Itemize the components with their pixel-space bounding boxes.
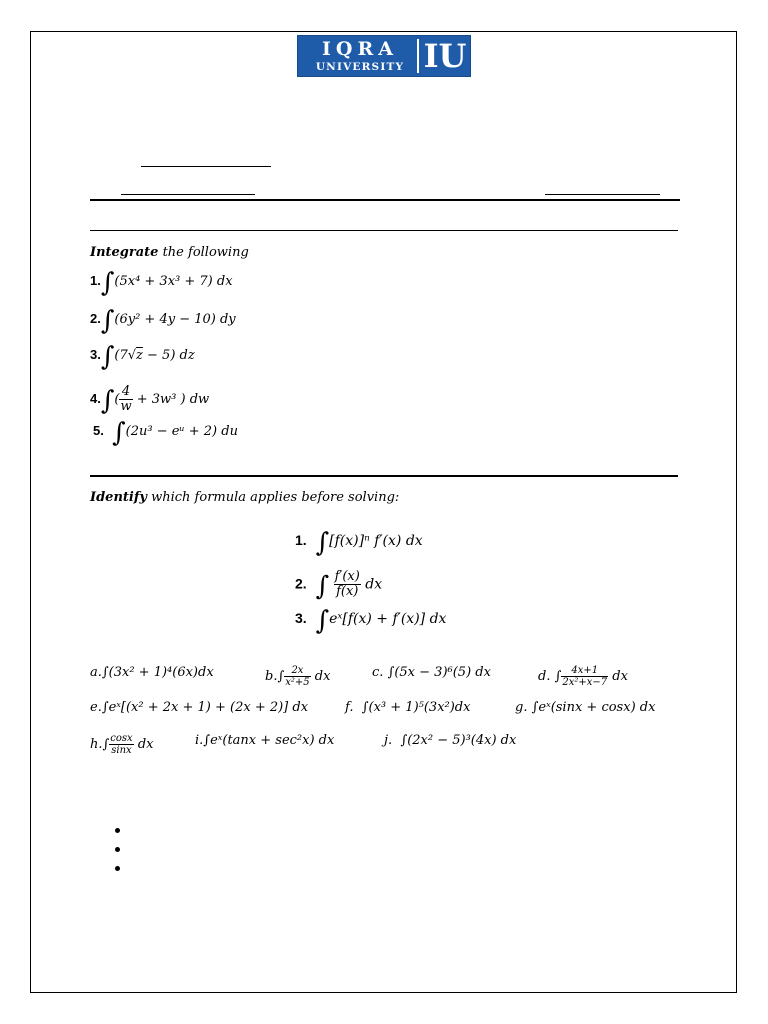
integral-sign: ∫ [100,306,115,336]
formula-expression: eˣ[f(x) + f′(x)] dx [329,611,447,627]
problem-number: 4. [90,391,101,406]
integral-sign: ∫ [100,342,115,372]
problem-expression-rest: + 3w³ ) dw [132,392,210,407]
problem-3 [90,342,195,372]
option-g [515,700,655,716]
integral-sign: ∫ [315,606,330,636]
section1-heading-rest: the following [158,245,249,260]
option-label: j. [384,733,393,748]
problem-4 [90,385,209,414]
problem-expression: (6y² + 4y − 10) dy [114,312,236,327]
option-label: h. [90,737,103,752]
fraction-denominator: 2x²+x−7 [562,677,608,688]
logo-mark: IU [423,37,467,75]
integral-sign: ∫ [554,669,562,684]
problem-2 [90,306,236,336]
integral-sign: ∫ [100,268,115,298]
fraction-numerator: f′(x) [334,569,360,584]
section2-heading [90,490,399,506]
option-label: d. [538,669,551,684]
problem-1 [90,268,233,298]
section2-heading-bold: Identify [90,490,147,505]
option-label: i. [195,733,204,748]
option-a [90,665,214,681]
bullet-point-3 [115,866,120,871]
fraction [109,733,133,756]
option-label: c. [372,665,384,680]
fraction-denominator: x²+5 [285,677,310,688]
formula-expression-rest: dx [365,576,383,593]
header-rule-top [90,199,680,201]
section1-heading-bold: Integrate [90,245,159,260]
blank-line-2 [121,194,255,195]
option-c [372,665,491,681]
option-label: g. [515,700,528,715]
logo-text-top: IQRA [322,38,398,60]
logo-divider [417,39,419,73]
formula-number: 1. [295,532,307,548]
fraction [334,570,361,599]
fraction-denominator: sinx [111,745,132,756]
page-border [30,31,737,993]
option-expression: ∫(x³ + 1)⁵(3x²)dx [361,700,471,715]
problem-expression-post: − 5) dz [142,348,195,363]
fraction [284,665,310,688]
option-label: a. [90,665,102,680]
open-paren: ( [114,392,120,407]
integral-sign: ∫ [315,571,330,602]
option-i [195,733,334,749]
option-expression-rest: dx [133,737,154,752]
option-expression: ∫eˣ[(x² + 2x + 1) + (2x + 2)] dx [101,700,309,715]
fraction-numerator: 2x [284,665,310,677]
header-rule-bottom [90,230,678,231]
option-expression: ∫eˣ(tanx + sec²x) dx [203,733,335,748]
problem-number: 3. [90,347,101,362]
radicand: z [136,348,143,363]
option-label: e. [90,700,102,715]
option-h [90,733,154,756]
problem-number: 2. [90,311,101,326]
option-expression: ∫(3x² + 1)⁴(6x)dx [101,665,214,680]
integral-sign: ∫ [277,669,285,684]
option-expression-rest: dx [310,669,331,684]
formula-2 [295,569,383,602]
option-expression: ∫(2x² − 5)³(4x) dx [400,733,517,748]
formula-expression: [f(x)]ⁿ f′(x) dx [329,533,423,549]
option-label: f. [345,700,354,715]
iqra-university-logo [297,35,471,77]
fraction [561,665,608,688]
option-label: b. [265,669,278,684]
integral-sign: ∫ [112,418,126,448]
section1-heading [90,245,249,261]
problem-5 [93,418,238,448]
option-e [90,700,308,716]
integral-sign: ∫ [315,528,330,558]
integral-sign: ∫ [100,386,115,416]
problem-expression: (2u³ − eᵘ + 2) du [125,424,238,439]
fraction-numerator: 4x+1 [561,665,608,677]
blank-line-1 [141,166,271,167]
bullet-point-2 [115,847,120,852]
logo-text-bottom: UNIVERSITY [315,61,405,73]
fraction-denominator: f(x) [336,584,359,599]
option-b [265,665,330,688]
fraction-numerator: 4 [119,385,132,400]
formula-3 [295,606,447,636]
problem-number: 1. [90,273,101,288]
option-expression-rest: dx [608,669,628,684]
integral-sign: ∫ [102,737,110,752]
option-expression: ∫eˣ(sinx + cosx) dx [531,700,656,715]
option-j [384,733,516,749]
blank-line-3 [545,194,660,195]
problem-number: 5. [93,423,104,438]
problem-expression: (5x⁴ + 3x³ + 7) dx [114,274,233,289]
formula-number: 2. [295,575,307,592]
fraction [119,385,132,414]
option-f [345,700,470,716]
formula-1 [295,528,423,558]
bullet-point-1 [115,828,120,833]
section2-heading-rest: which formula applies before solving: [146,490,400,505]
option-expression: ∫(5x − 3)⁶(5) dx [387,665,491,680]
option-d [538,665,628,688]
section-divider [90,475,678,477]
formula-number: 3. [295,610,307,626]
problem-expression-pre: (7√ [114,348,137,363]
fraction-denominator: w [120,399,132,414]
fraction-numerator: cosx [110,733,133,744]
